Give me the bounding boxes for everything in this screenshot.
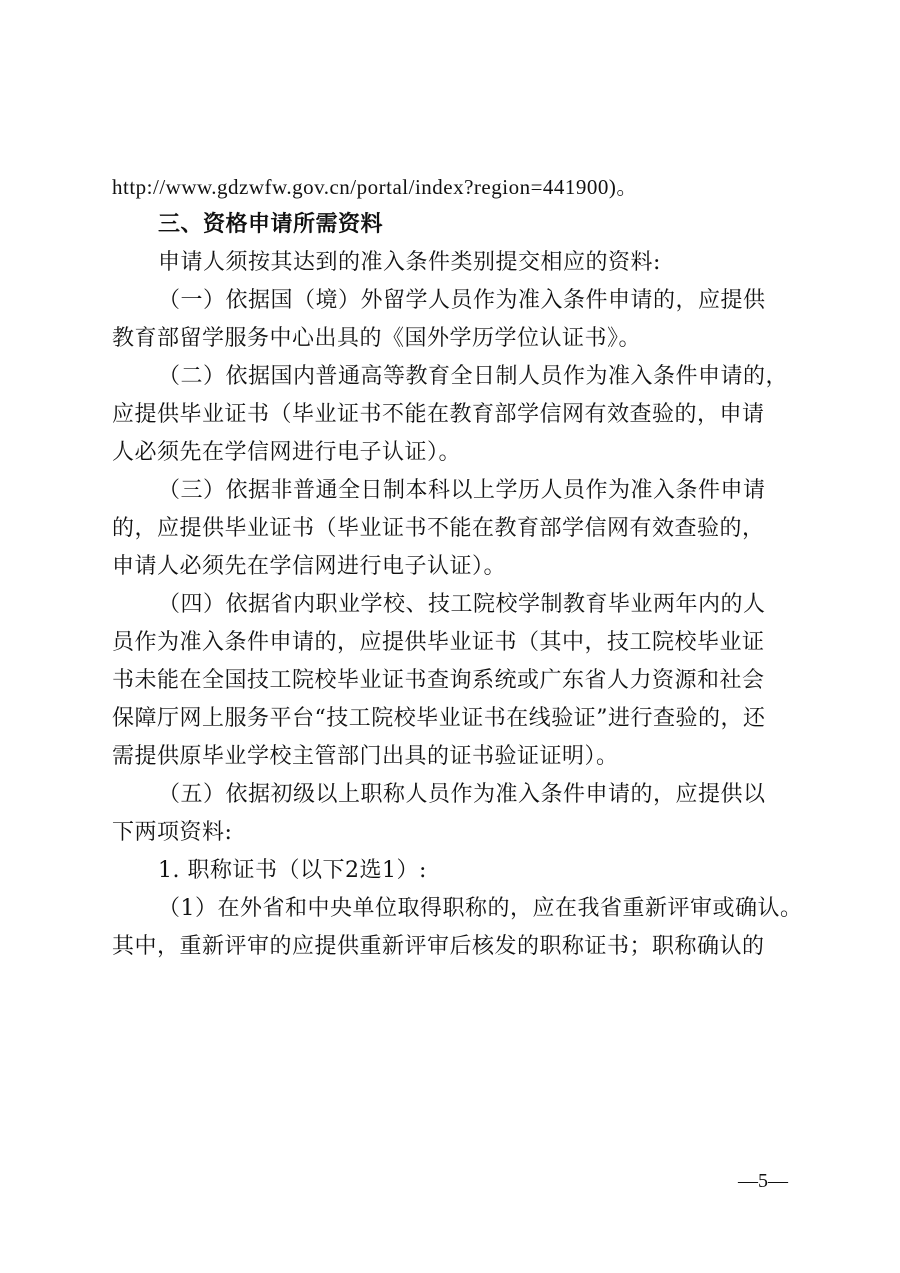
paragraph-line: 申请人必须先在学信网进行电子认证）。 — [112, 554, 507, 579]
paragraph-line: 需提供原毕业学校主管部门出具的证书验证证明）。 — [112, 744, 619, 769]
paragraph-line: 教育部留学服务中心出具的《国外学历学位认证书》。 — [112, 326, 642, 351]
paragraph-line: 书未能在全国技工院校毕业证书查询系统或广东省人力资源和社会 — [112, 668, 765, 693]
paragraph-line: （五）依据初级以上职称人员作为准入条件申请的，应提供以 — [158, 782, 766, 807]
paragraph-line: 保障厅网上服务平台“技工院校毕业证书在线验证”进行查验的，还 — [112, 706, 766, 731]
paragraph-line: （1）在外省和中央单位取得职称的，应在我省重新评审或确认。 — [158, 896, 803, 921]
section-heading: 三、资格申请所需资料 — [158, 212, 384, 237]
paragraph-line: 员作为准入条件申请的，应提供毕业证书（其中，技工院校毕业证 — [112, 630, 765, 655]
paragraph-line: （一）依据国（境）外留学人员作为准入条件申请的，应提供 — [158, 288, 766, 313]
page-number: —5— — [738, 1170, 788, 1192]
paragraph-line: 下两项资料: — [112, 820, 233, 845]
url-line: http://www.gdzwfw.gov.cn/portal/index?region=441900)。 — [112, 175, 638, 199]
paragraph-line: （四）依据省内职业学校、技工院校学制教育毕业两年内的人 — [158, 592, 766, 617]
paragraph-line: 人必须先在学信网进行电子认证）。 — [112, 440, 462, 465]
paragraph-line: （二）依据国内普通高等教育全日制人员作为准入条件申请的， — [158, 364, 789, 389]
document-body — [112, 168, 812, 966]
paragraph-line: 1. 职称证书（以下2选1）: — [158, 858, 427, 883]
paragraph-line: （三）依据非普通全日制本科以上学历人员作为准入条件申请 — [158, 478, 766, 503]
paragraph-line: 的，应提供毕业证书（毕业证书不能在教育部学信网有效查验的， — [112, 516, 765, 541]
paragraph-line: 申请人须按其达到的准入条件类别提交相应的资料: — [158, 250, 661, 275]
paragraph-line: 其中，重新评审的应提供重新评审后核发的职称证书；职称确认的 — [112, 934, 765, 959]
paragraph-line: 应提供毕业证书（毕业证书不能在教育部学信网有效查验的，申请 — [112, 402, 765, 427]
